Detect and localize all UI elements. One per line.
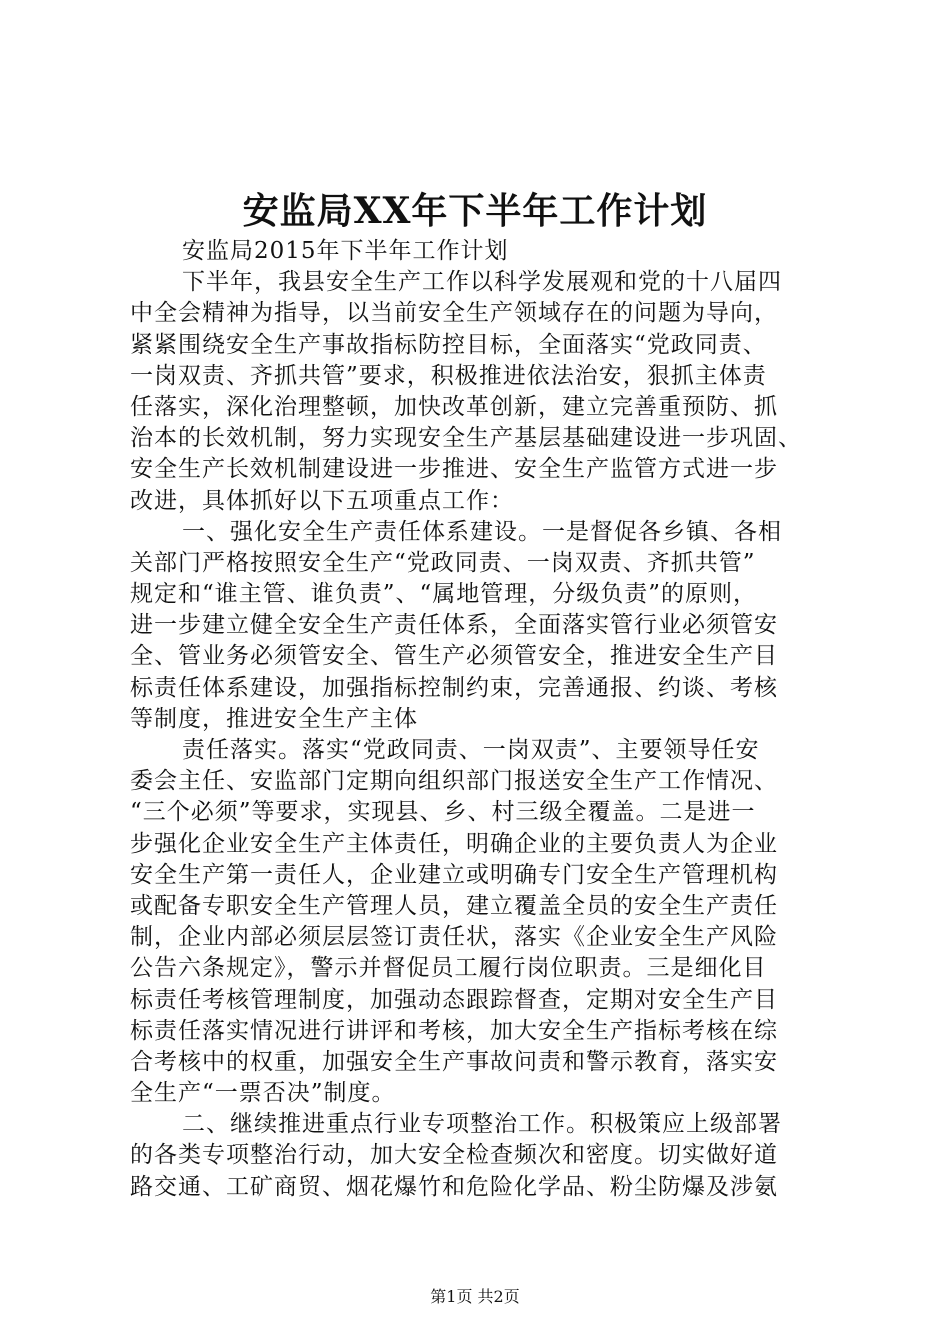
text-line: 进一步建立健全安全生产责任体系，全面落实管行业必须管安 [130, 612, 778, 639]
text-line: 委会主任、安监部门定期向组织部门报送安全生产工作情况、 [130, 768, 778, 795]
text-line: 责任落实。落实“党政同责、一岗双责”、主要领导任安 [182, 737, 760, 763]
page-footer: 第1页 共2页 [430, 1287, 520, 1306]
text-line: 或配备专职安全生产管理人员，建立覆盖全员的安全生产责任 [130, 892, 778, 919]
text-line: 二、继续推进重点行业专项整治工作。积极策应上级部署 [182, 1111, 782, 1138]
document-title: 安监局XX年下半年工作计划 [242, 190, 708, 232]
text-line: 公告六条规定》，警示并督促员工履行岗位职责。三是细化目 [130, 955, 767, 982]
text-line: 标责任考核管理制度，加强动态跟踪督查，定期对安全生产目 [130, 986, 778, 1013]
text-line: 标责任落实情况进行讲评和考核，加大安全生产指标考核在综 [130, 1017, 778, 1044]
text-line: 路交通、工矿商贸、烟花爆竹和危险化学品、粉尘防爆及涉氨 [130, 1173, 778, 1200]
text-line: 关部门严格按照安全生产“党政同责、一岗双责、齐抓共管” [130, 549, 756, 576]
text-line: 标责任体系建设，加强指标控制约束，完善通报、约谈、考核 [130, 674, 778, 701]
text-line: 等制度，推进安全生产主体 [130, 705, 418, 732]
text-line: 治本的长效机制，努力实现安全生产基层基础建设进一步巩固、 [130, 425, 802, 452]
text-line: 下半年，我县安全生产工作以科学发展观和党的十八届四 [182, 269, 782, 296]
text-line: 安监局2015年下半年工作计划 [182, 238, 509, 264]
text-line: 一、强化安全生产责任体系建设。一是督促各乡镇、各相 [182, 518, 782, 545]
text-line: 制，企业内部必须层层签订责任状，落实《企业安全生产风险 [130, 924, 778, 951]
text-line: 改进，具体抓好以下五项重点工作： [130, 487, 514, 514]
text-line: 全、管业务必须管安全、管生产必须管安全，推进安全生产目 [130, 643, 778, 670]
text-line: 中全会精神为指导，以当前安全生产领域存在的问题为导向， [130, 300, 778, 327]
text-line: 合考核中的权重，加强安全生产事故问责和警示教育，落实安 [130, 1048, 778, 1075]
text-line: 安全生产长效机制建设进一步推进、安全生产监管方式进一步 [130, 456, 778, 483]
text-line: 的各类专项整治行动，加大安全检查频次和密度。切实做好道 [130, 1142, 778, 1169]
text-line: 一岗双责、齐抓共管”要求，积极推进依法治安，狠抓主体责 [130, 362, 767, 389]
text-line: 全生产“一票否决”制度。 [130, 1080, 396, 1107]
text-line: “三个必须”等要求，实现县、乡、村三级全覆盖。二是进一 [130, 799, 756, 826]
document-body [130, 236, 830, 1203]
text-line: 任落实，深化治理整顿，加快改革创新，建立完善重预防、抓 [130, 393, 778, 420]
text-line: 安全生产第一责任人，企业建立或明确专门安全生产管理机构 [130, 861, 778, 888]
text-line: 步强化企业安全生产主体责任，明确企业的主要负责人为企业 [130, 830, 778, 857]
text-line: 规定和“谁主管、谁负责”、“属地管理，分级负责”的原则， [130, 581, 758, 608]
text-line: 紧紧围绕安全生产事故指标防控目标，全面落实“党政同责、 [130, 331, 767, 358]
